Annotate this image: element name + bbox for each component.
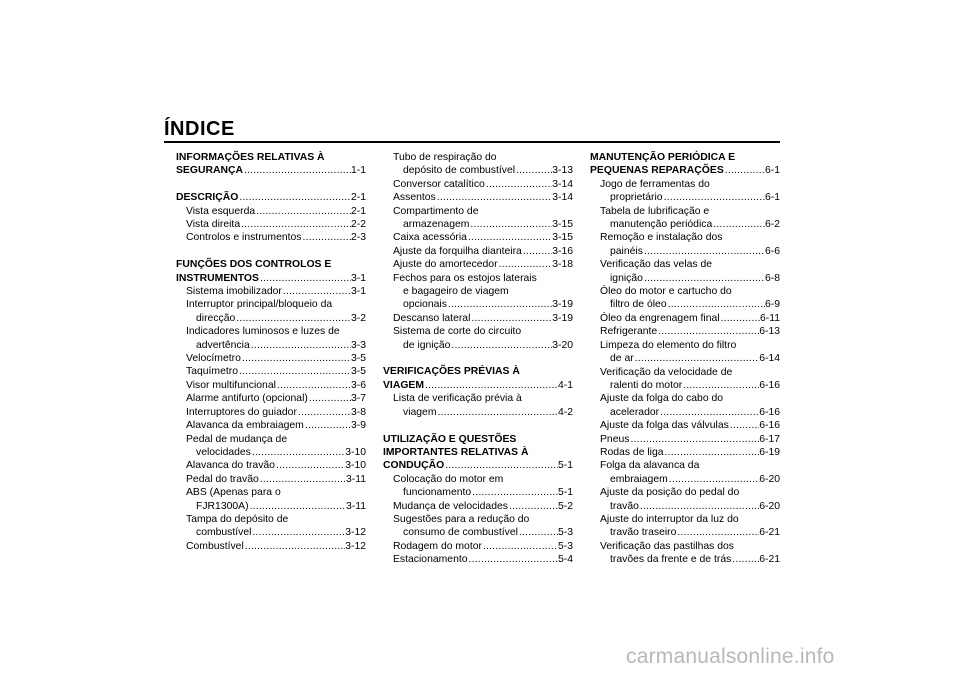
toc-dot-leader [682, 379, 759, 392]
toc-subsection-entry[interactable] [590, 540, 780, 567]
toc-dot-leader [238, 365, 351, 378]
toc-dot-leader [469, 218, 552, 231]
toc-entry-title: Descanso lateral [393, 312, 471, 324]
toc-subsection-entry[interactable] [176, 205, 366, 218]
toc-subsection-entry[interactable] [590, 325, 780, 338]
toc-subsection-entry[interactable] [590, 419, 780, 432]
toc-entry-title: Mudança de velocidades [393, 500, 508, 512]
toc-dot-leader [518, 526, 558, 539]
toc-page-number: 6-19 [759, 446, 780, 458]
toc-entry-title: PEQUENAS REPARAÇÕES [590, 165, 724, 177]
toc-page-number: 5-3 [557, 527, 573, 539]
toc-entry-title: Refrigerante [600, 326, 658, 338]
toc-dot-leader [450, 339, 552, 352]
toc-page-number: 6-21 [759, 554, 780, 566]
toc-dot-leader [508, 500, 558, 513]
toc-entry-title: depósito de combustível [403, 165, 516, 177]
toc-subsection-entry[interactable] [590, 459, 780, 486]
toc-subsection-entry[interactable] [590, 433, 780, 446]
toc-entry-title: Interruptor principal/bloqueio da [186, 299, 333, 311]
toc-section-entry[interactable] [383, 365, 573, 392]
toc-page-number: 6-9 [764, 299, 780, 311]
toc-page-number: 2-1 [350, 192, 366, 204]
toc-dot-leader [243, 164, 351, 177]
toc-entry-title: MANUTENÇÃO PERIÓDICA E [590, 152, 736, 163]
toc-page-number: 3-16 [552, 245, 573, 257]
toc-entry-title: direcção [196, 312, 236, 324]
toc-entry-title: INSTRUMENTOS [176, 272, 259, 284]
toc-subsection-entry[interactable] [590, 312, 780, 325]
toc-subsection-entry[interactable] [176, 473, 366, 486]
toc-page-number: 5-1 [557, 460, 573, 472]
toc-subsection-entry[interactable] [176, 419, 366, 432]
toc-page-number: 6-20 [759, 500, 780, 512]
toc-entry-title: Folga da alavanca da [600, 460, 700, 472]
toc-subsection-entry[interactable] [383, 312, 573, 325]
toc-section-entry[interactable] [383, 433, 573, 473]
toc-column-1 [176, 151, 366, 553]
toc-dot-leader [482, 540, 558, 553]
toc-subsection-entry[interactable] [590, 513, 780, 540]
toc-subsection-entry[interactable] [383, 178, 573, 191]
toc-dot-leader [522, 245, 552, 258]
toc-entry-title: Ajuste da posição do pedal do [600, 487, 740, 499]
toc-entry-title: Jogo de ferramentas do [600, 178, 710, 190]
toc-page-number: 3-20 [552, 339, 573, 351]
toc-subsection-entry[interactable] [176, 513, 366, 540]
toc-page-number: 5-2 [557, 500, 573, 512]
toc-dot-leader [250, 339, 351, 352]
toc-entry-title: Fechos para os estojos laterais [393, 272, 537, 284]
toc-section-entry[interactable] [176, 258, 366, 285]
toc-entry-title: Vista esquerda [186, 205, 256, 217]
toc-entry-title: FJR1300A) [196, 500, 249, 512]
toc-dot-leader [235, 312, 351, 325]
toc-subsection-entry[interactable] [590, 205, 780, 232]
toc-subsection-entry[interactable] [590, 366, 780, 393]
toc-dot-leader [667, 298, 765, 311]
toc-entry-title: embraiagem [610, 473, 668, 485]
toc-page-number: 6-16 [759, 379, 780, 391]
toc-page-number: 3-11 [345, 500, 366, 512]
toc-entry-title: Colocação do motor em [393, 473, 504, 485]
toc-subsection-entry[interactable] [383, 540, 573, 553]
toc-entry-title: Taquímetro [186, 366, 238, 378]
toc-entry-title: filtro de óleo [610, 299, 667, 311]
toc-dot-leader [240, 218, 351, 231]
toc-subsection-entry[interactable] [383, 473, 573, 500]
toc-entry-title: Sugestões para a redução do [393, 513, 530, 525]
toc-page-number: 3-13 [552, 165, 573, 177]
toc-entry-title: Visor multifuncional [186, 379, 276, 391]
toc-page-number: 6-17 [759, 433, 780, 445]
toc-page-number: 3-6 [350, 379, 366, 391]
toc-entry-title: Indicadores luminosos e luzes de [186, 326, 340, 338]
toc-page-number: 3-7 [350, 393, 366, 405]
toc-entry-title: SEGURANÇA [176, 165, 243, 177]
toc-subsection-entry[interactable] [590, 392, 780, 419]
toc-dot-leader [251, 526, 345, 539]
toc-entry-title: IMPORTANTES RELATIVAS À [383, 446, 529, 458]
toc-entry-title: Rodagem do motor [393, 540, 482, 552]
toc-dot-leader [639, 500, 759, 513]
toc-page-number: 1-1 [350, 165, 366, 177]
toc-page-number: 5-3 [557, 540, 573, 552]
toc-page-number: 6-8 [764, 272, 780, 284]
toc-entry-title: VERIFICAÇÕES PRÉVIAS À [383, 366, 520, 378]
toc-page-number: 6-20 [759, 473, 780, 485]
toc-subsection-entry[interactable] [383, 272, 573, 312]
toc-section-entry[interactable] [590, 151, 780, 178]
toc-page-number: 4-2 [557, 406, 573, 418]
toc-dot-leader [498, 258, 553, 271]
toc-subsection-entry[interactable] [176, 298, 366, 325]
toc-entry-title: Óleo do motor e cartucho do [600, 286, 732, 298]
toc-page-number: 6-1 [764, 165, 780, 177]
toc-spacer [383, 352, 573, 365]
toc-entry-title: Vista direita [186, 219, 241, 231]
title-rule [164, 141, 780, 143]
toc-subsection-entry[interactable] [176, 285, 366, 298]
toc-page-number: 3-1 [350, 272, 366, 284]
toc-entry-title: Ajuste do interruptor da luz do [600, 513, 739, 525]
toc-entry-title: Verificação das pastilhas dos [600, 540, 735, 552]
toc-column-2 [383, 151, 573, 567]
toc-section-entry[interactable] [176, 151, 366, 178]
toc-entry-title: Ajuste da folga das válvulas [600, 420, 729, 432]
toc-entry-title: Estacionamento [393, 554, 468, 566]
toc-dot-leader [241, 352, 351, 365]
toc-entry-title: UTILIZAÇÃO E QUESTÕES [383, 433, 517, 445]
toc-entry-title: de ignição [403, 339, 451, 351]
toc-entry-title: Caixa acessória [393, 232, 467, 244]
toc-entry-title: Limpeza do elemento do filtro [600, 339, 737, 351]
toc-entry-title: Ajuste da folga do cabo do [600, 393, 724, 405]
toc-dot-leader [634, 352, 760, 365]
toc-page-number: 3-5 [350, 366, 366, 378]
toc-entry-title: de ar [610, 353, 634, 365]
toc-entry-title: Ajuste do amortecedor [393, 259, 498, 271]
toc-entry-title: Lista de verificação prévia à [393, 393, 522, 405]
toc-entry-title: acelerador [610, 406, 660, 418]
toc-page-number: 3-12 [345, 527, 366, 539]
toc-entry-title: Pneus [600, 433, 630, 445]
toc-entry-title: armazenagem [403, 219, 470, 231]
toc-dot-leader [259, 473, 346, 486]
toc-entry-title: funcionamento [403, 487, 472, 499]
toc-dot-leader [470, 312, 552, 325]
toc-dot-leader [663, 191, 765, 204]
toc-dot-leader [308, 392, 351, 405]
toc-page-number: 2-1 [350, 205, 366, 217]
toc-page-number: 3-14 [552, 178, 573, 190]
toc-spacer [383, 419, 573, 432]
toc-dot-leader [485, 178, 552, 191]
toc-subsection-entry[interactable] [383, 325, 573, 352]
toc-dot-leader [282, 285, 351, 298]
toc-subsection-entry[interactable] [590, 231, 780, 258]
toc-entry-title: Verificação da velocidade de [600, 366, 733, 378]
toc-entry-title: Tubo de respiração do [393, 152, 497, 163]
toc-page-number: 3-19 [552, 312, 573, 324]
toc-subsection-entry[interactable] [590, 178, 780, 205]
toc-entry-title: ralenti do motor [610, 379, 683, 391]
toc-entry-title: Pedal de mudança de [186, 433, 288, 445]
toc-entry-title: advertência [196, 339, 250, 351]
toc-subsection-entry[interactable] [383, 258, 573, 271]
toc-entry-title: Óleo da engrenagem final [600, 312, 720, 324]
toc-page-number: 3-15 [552, 219, 573, 231]
toc-entry-title: viagem [403, 406, 437, 418]
toc-page-number: 3-14 [552, 192, 573, 204]
toc-page-number: 5-1 [557, 487, 573, 499]
toc-entry-title: travões da frente e de trás [610, 554, 732, 566]
toc-entry-title: Interruptores do guiador [186, 406, 297, 418]
toc-entry-title: Controlos e instrumentos [186, 232, 302, 244]
toc-subsection-entry[interactable] [176, 325, 366, 352]
toc-subsection-entry[interactable] [383, 553, 573, 566]
toc-page-number: 2-3 [350, 232, 366, 244]
toc-page-number: 3-5 [350, 353, 366, 365]
toc-subsection-entry[interactable] [176, 379, 366, 392]
toc-entry-title: proprietário [610, 192, 663, 204]
toc-subsection-entry[interactable] [176, 486, 366, 513]
toc-dot-leader [255, 205, 351, 218]
toc-dot-leader [436, 191, 552, 204]
toc-page-number: 6-14 [759, 353, 780, 365]
toc-entry-title: Pedal do travão [186, 473, 259, 485]
toc-page-number: 3-2 [350, 312, 366, 324]
toc-page-number: 3-10 [345, 446, 366, 458]
toc-dot-leader [643, 272, 765, 285]
toc-entry-title: Alavanca da embraiagem [186, 420, 304, 432]
toc-subsection-entry[interactable] [590, 446, 780, 459]
toc-dot-leader [424, 379, 558, 392]
toc-column-3 [590, 151, 780, 567]
toc-dot-leader [444, 459, 558, 472]
toc-subsection-entry[interactable] [176, 406, 366, 419]
toc-entry-title: Alavanca do travão [186, 460, 275, 472]
toc-entry-title: Tabela de lubrificação e [600, 205, 710, 217]
toc-entry-title: CONDUÇÃO [383, 460, 445, 472]
toc-entry-title: Conversor catalítico [393, 178, 485, 190]
toc-subsection-entry[interactable] [383, 151, 573, 178]
toc-page-number: 6-16 [759, 406, 780, 418]
toc-dot-leader [676, 526, 759, 539]
toc-dot-leader [251, 446, 345, 459]
toc-page-number: 2-2 [350, 219, 366, 231]
toc-dot-leader [302, 231, 351, 244]
toc-page-number: 6-21 [759, 527, 780, 539]
toc-dot-leader [467, 231, 552, 244]
toc-dot-leader [720, 312, 760, 325]
toc-entry-title: Compartimento de [393, 205, 479, 217]
toc-entry-title: Remoção e instalação dos [600, 232, 723, 244]
toc-subsection-entry[interactable] [176, 365, 366, 378]
toc-entry-title: velocidades [196, 446, 251, 458]
toc-entry-title: combustível [196, 527, 252, 539]
toc-entry-title: painéis [610, 245, 643, 257]
toc-page-number: 6-6 [764, 245, 780, 257]
toc-section-entry[interactable] [176, 191, 366, 204]
toc-dot-leader [244, 540, 345, 553]
toc-subsection-entry[interactable] [590, 339, 780, 366]
toc-subsection-entry[interactable] [383, 500, 573, 513]
toc-dot-leader [249, 500, 346, 513]
toc-page-number: 3-8 [350, 406, 366, 418]
toc-entry-title: opcionais [403, 299, 447, 311]
toc-dot-leader [304, 419, 351, 432]
toc-entry-title: manutenção periódica [610, 219, 713, 231]
toc-spacer [176, 245, 366, 258]
toc-subsection-entry[interactable] [590, 486, 780, 513]
toc-dot-leader [238, 191, 351, 204]
toc-subsection-entry[interactable] [383, 205, 573, 232]
toc-entry-title: Tampa do depósito de [186, 513, 289, 525]
toc-dot-leader [471, 486, 558, 499]
toc-entry-title: INFORMAÇÕES RELATIVAS À [176, 152, 325, 163]
toc-dot-leader [276, 379, 351, 392]
toc-entry-title: Ajuste da forquilha dianteira [393, 245, 522, 257]
toc-page-number: 6-16 [759, 420, 780, 432]
toc-entry-title: consumo de combustível [403, 527, 518, 539]
toc-dot-leader [668, 473, 759, 486]
toc-dot-leader [437, 406, 558, 419]
toc-entry-title: ABS (Apenas para o [186, 487, 281, 499]
toc-entry-title: ignição [610, 272, 643, 284]
toc-page-number: 6-1 [764, 192, 780, 204]
toc-subsection-entry[interactable] [590, 258, 780, 285]
toc-page-number: 6-11 [759, 312, 780, 324]
toc-entry-title: Assentos [393, 192, 436, 204]
toc-dot-leader [659, 406, 759, 419]
toc-page-number: 3-15 [552, 232, 573, 244]
toc-entry-title: DESCRIÇÃO [176, 192, 239, 204]
toc-entry-title: Combustível [186, 540, 244, 552]
toc-entry-title: Rodas de liga [600, 446, 664, 458]
toc-dot-leader [259, 272, 351, 285]
toc-dot-leader [447, 298, 552, 311]
toc-subsection-entry[interactable] [176, 231, 366, 244]
toc-subsection-entry[interactable] [383, 392, 573, 419]
toc-subsection-entry[interactable] [590, 285, 780, 312]
toc-subsection-entry[interactable] [176, 352, 366, 365]
toc-spacer [176, 178, 366, 191]
toc-page-number: 6-2 [764, 219, 780, 231]
toc-entry-title: travão [610, 500, 639, 512]
toc-dot-leader [731, 553, 759, 566]
toc-dot-leader [712, 218, 765, 231]
toc-page-number: 5-4 [557, 554, 573, 566]
toc-entry-title: travão traseiro [610, 527, 677, 539]
toc-page-number: 4-1 [557, 379, 573, 391]
toc-dot-leader [657, 325, 759, 338]
toc-subsection-entry[interactable] [176, 218, 366, 231]
toc-subsection-entry[interactable] [383, 245, 573, 258]
toc-dot-leader [297, 406, 351, 419]
toc-page-number: 3-3 [350, 339, 366, 351]
toc-page-number: 3-1 [350, 286, 366, 298]
toc-entry-title: VIAGEM [383, 379, 424, 391]
toc-subsection-entry[interactable] [176, 392, 366, 405]
toc-entry-title: Sistema imobilizador [186, 286, 282, 298]
toc-page-number: 3-18 [552, 259, 573, 271]
toc-entry-title: Alarme antifurto (opcional) [186, 393, 308, 405]
toc-subsection-entry[interactable] [383, 513, 573, 540]
toc-subsection-entry[interactable] [383, 231, 573, 244]
toc-dot-leader [664, 446, 760, 459]
toc-entry-title: Velocímetro [186, 353, 241, 365]
toc-entry-title: Sistema de corte do circuito [393, 326, 522, 338]
toc-subsection-entry[interactable] [383, 191, 573, 204]
toc-dot-leader [275, 459, 345, 472]
toc-dot-leader [724, 164, 765, 177]
toc-page-number: 3-11 [345, 473, 366, 485]
toc-entry-title: FUNÇÕES DOS CONTROLOS E [176, 259, 332, 271]
toc-page-number: 3-10 [345, 460, 366, 472]
toc-entry-title: e bagageiro de viagem [403, 286, 509, 298]
toc-dot-leader [643, 245, 765, 258]
toc-dot-leader [468, 553, 558, 566]
toc-subsection-entry[interactable] [176, 433, 366, 460]
toc-dot-leader [629, 433, 759, 446]
page-title: ÍNDICE [164, 118, 235, 140]
toc-subsection-entry[interactable] [176, 459, 366, 472]
toc-page-number: 3-12 [345, 540, 366, 552]
toc-page-number: 3-19 [552, 299, 573, 311]
toc-dot-leader [515, 164, 552, 177]
toc-page-number: 6-13 [759, 326, 780, 338]
toc-page-number: 3-9 [350, 420, 366, 432]
toc-subsection-entry[interactable] [176, 540, 366, 553]
toc-entry-title: Verificação das velas de [600, 259, 713, 271]
toc-dot-leader [729, 419, 759, 432]
watermark-logo: carmanualsonline.info [626, 645, 835, 668]
